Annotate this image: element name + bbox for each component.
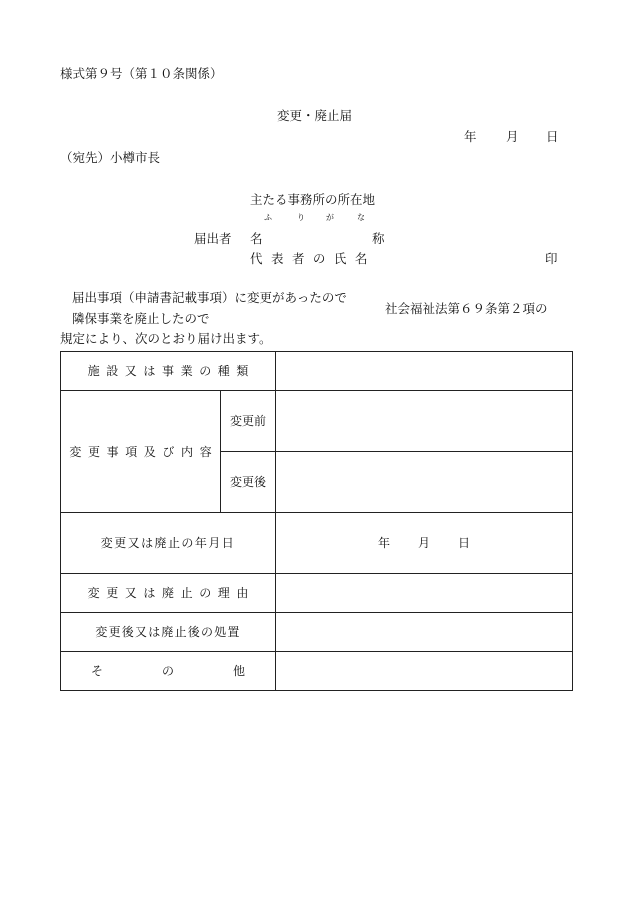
addressee: （宛先）小樽市長 xyxy=(60,150,161,165)
representative-label: 代 表 者 の 氏 名 xyxy=(250,251,370,266)
other-label-char: 他 xyxy=(232,664,245,678)
notice-option-abolish: 隣保事業を廃止したので xyxy=(72,311,210,326)
change-date-month: 月 xyxy=(417,536,430,550)
disposal-value[interactable] xyxy=(276,613,573,652)
applicant-label: 届出者 xyxy=(194,231,232,246)
date-year: 年 xyxy=(464,129,477,144)
facility-type-label: 施設又は事業の種類 xyxy=(61,352,276,391)
table-row xyxy=(61,652,573,691)
other-label-char: の xyxy=(161,664,174,678)
change-details-label: 変更事項及び内容 xyxy=(61,391,221,513)
change-reason-label: 変更又は廃止の理由 xyxy=(61,574,276,613)
seal-mark: 印 xyxy=(545,251,558,266)
name-label-second: 称 xyxy=(372,231,385,246)
furigana-char: ふ xyxy=(264,213,272,222)
furigana-char: り xyxy=(297,213,305,222)
date-month: 月 xyxy=(506,129,519,144)
change-date-label: 変更又は廃止の年月日 xyxy=(61,513,276,574)
table-row xyxy=(61,574,573,613)
table-row xyxy=(61,513,573,574)
notification-table xyxy=(60,351,573,691)
table-row xyxy=(61,391,573,452)
other-label xyxy=(61,652,276,691)
document-title: 変更・廃止届 xyxy=(277,108,353,123)
change-date-value[interactable] xyxy=(276,513,573,574)
furigana-char: が xyxy=(326,213,334,222)
facility-type-value[interactable] xyxy=(276,352,573,391)
other-value[interactable] xyxy=(276,652,573,691)
name-label-first: 名 xyxy=(250,231,263,246)
notice-text: 規定により、次のとおり届け出ます。 xyxy=(60,331,272,346)
form-number: 様式第９号（第１０条関係） xyxy=(60,66,223,81)
after-change-label: 変更後 xyxy=(221,452,276,513)
furigana-char: な xyxy=(357,213,365,222)
other-label-char: そ xyxy=(91,664,104,678)
notice-option-change: 届出事項（申請書記載事項）に変更があったので xyxy=(72,290,347,305)
change-date-day: 日 xyxy=(458,536,471,550)
legal-basis: 社会福祉法第６９条第２項の xyxy=(385,301,548,316)
before-change-label: 変更前 xyxy=(221,391,276,452)
table-row xyxy=(61,352,573,391)
office-location-label: 主たる事務所の所在地 xyxy=(250,192,376,207)
date-day: 日 xyxy=(546,129,559,144)
after-change-value[interactable] xyxy=(276,452,573,513)
change-reason-value[interactable] xyxy=(276,574,573,613)
change-date-year: 年 xyxy=(377,536,390,550)
disposal-label: 変更後又は廃止後の処置 xyxy=(61,613,276,652)
table-row xyxy=(61,613,573,652)
before-change-value[interactable] xyxy=(276,391,573,452)
